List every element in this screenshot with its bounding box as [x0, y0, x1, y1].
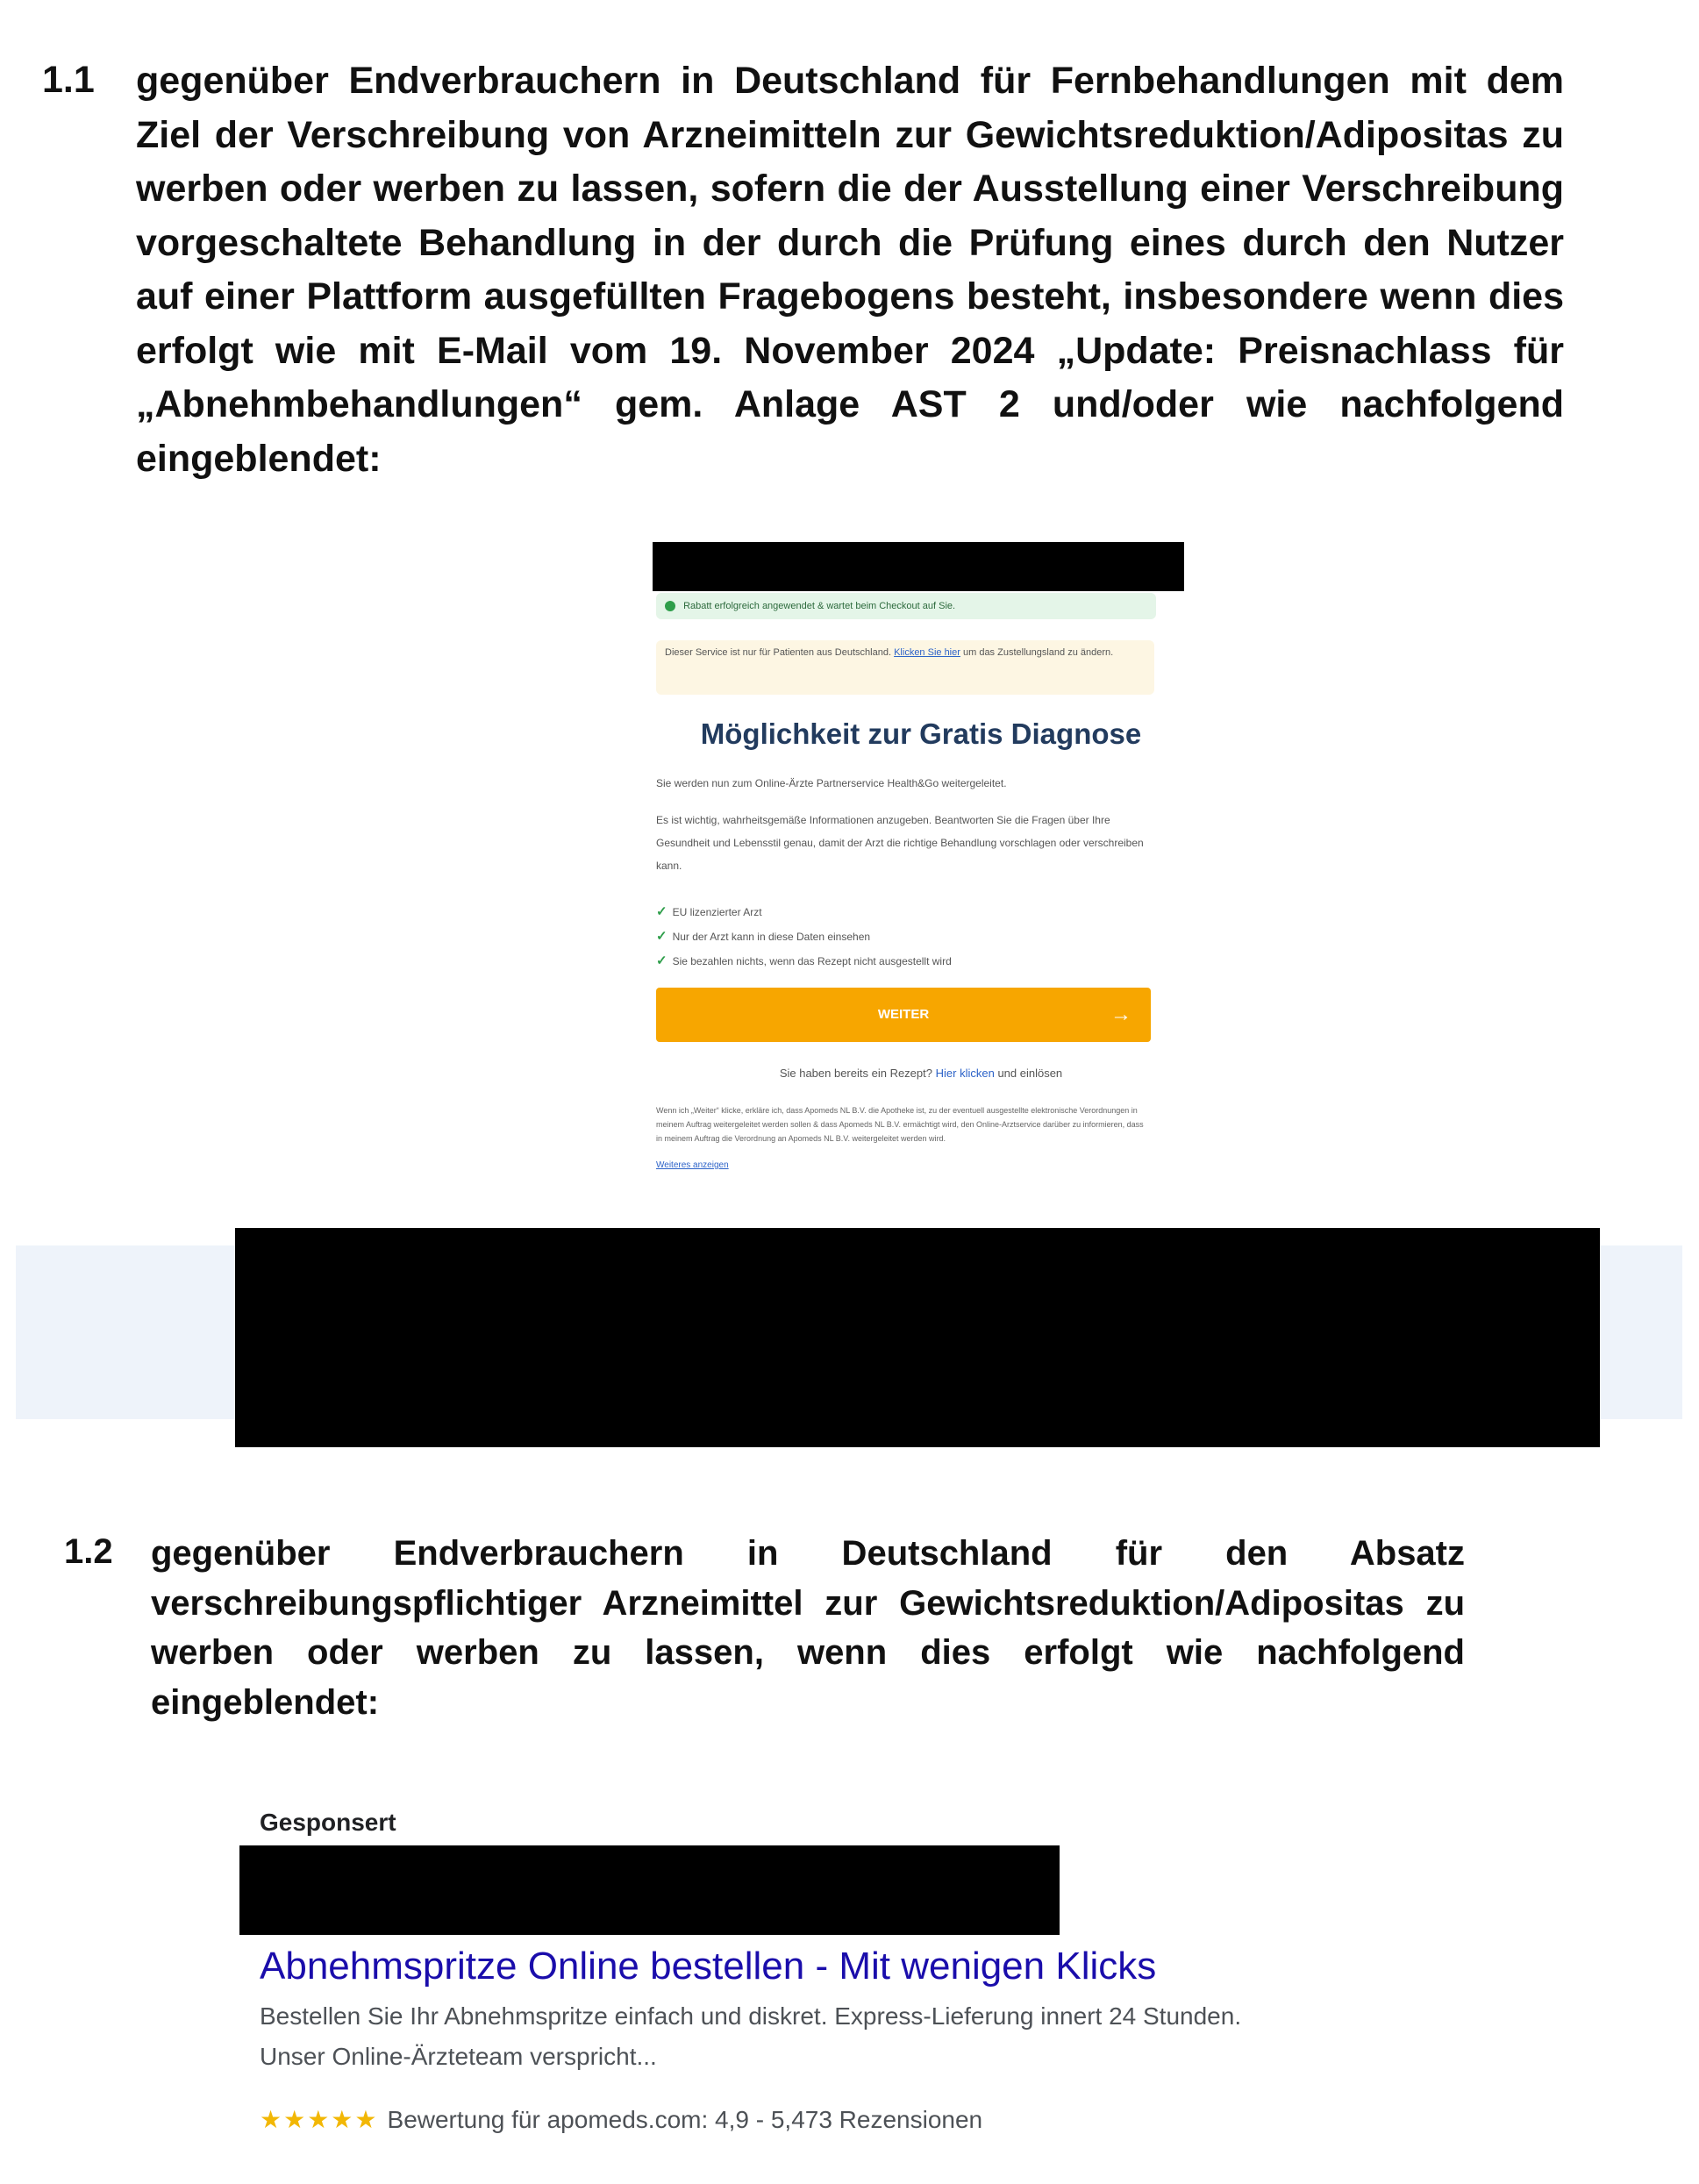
service-notice — [656, 640, 1154, 695]
clause-number: 1.1 — [42, 59, 95, 101]
check-item — [656, 953, 952, 968]
service-notice-link[interactable]: Klicken Sie hier — [894, 647, 960, 658]
weiter-button-label: WEITER — [877, 1007, 930, 1022]
body-text: Es ist wichtig, wahrheitsgemäße Informationen anzugeben. Beantworten Sie die Fragen über Ihre Gesundheit und Lebensstil genau, damit der Arzt die richtige Behandlung vorschlagen oder verschreiben kann. — [656, 814, 1144, 872]
ad-rating-text: Bewertung für apomeds.com: 4,9 - 5,473 Rezensionen — [387, 2106, 983, 2133]
clause-text: gegenüber Endverbrauchern in Deutschland für den Absatz verschreibungspflichtiger Arzneimittel zur Gewichtsreduktion/Adipositas zu werben oder werben zu lassen, wenn dies erfolgt wie nachfolgend eingeblendet: — [151, 1534, 1465, 1722]
sponsored-label: Gesponsert — [260, 1809, 396, 1836]
rezept-prefix: Sie haben bereits ein Rezept? — [779, 1067, 932, 1080]
intro-text: Sie werden nun zum Online-Ärzte Partnerservice Health&Go weitergeleitet. — [656, 777, 1007, 789]
weiter-button[interactable] — [656, 988, 1151, 1042]
ad-rating — [260, 2105, 982, 2134]
success-banner-text: Rabatt erfolgreich angewendet & wartet beim Checkout auf Sie. — [683, 601, 956, 611]
ad-description: Unser Online-Ärzteteam verspricht... — [260, 2043, 657, 2070]
ad-description: Bestellen Sie Ihr Abnehmspritze einfach und diskret. Express-Lieferung innert 24 Stunden. — [260, 2002, 1242, 2030]
success-icon — [665, 601, 675, 611]
redaction-bar — [239, 1845, 1060, 1935]
page-title: Möglichkeit zur Gratis Diagnose — [700, 717, 1142, 750]
fine-print: Wenn ich „Weiter“ klicke, erkläre ich, dass Apomeds NL B.V. die Apotheke ist, zu der eventuell ausgestellte elektronische Verordnungen in meinem Auftrag weitergeleitet werden sollen & dass Apomeds NL B.V. ermächtigt wird, den Online-Arztservice darüber zu informieren, dass in meinem Auftrag die Verordnung an Apomeds NL B.V. weitergeleitet werden wird. — [656, 1106, 1144, 1143]
clause-text: gegenüber Endverbrauchern in Deutschland für Fernbehandlungen mit dem Ziel der Verschreibung von Arzneimitteln zur Gewichtsreduktion/Adipositas zu werben oder werben zu lassen, sofern die der Ausstellung einer Verschreibung vorgeschaltete Behandlung in der durch die Prüfung eines durch den Nutzer auf einer Plattform ausgefüllten Fragebogens besteht, insbesondere wenn dies erfolgt wie mit E-Mail vom 19. November 2024 „Update: Preisnachlass für „Abnehmbehandlungen“ gem. Anlage AST 2 und/oder wie nachfolgend eingeblendet: — [136, 60, 1564, 480]
arrow-right-icon: → — [1110, 1003, 1131, 1026]
clause-number: 1.2 — [64, 1532, 113, 1571]
rezept-suffix: und einlösen — [997, 1067, 1063, 1080]
check-icon: ✓ — [656, 904, 667, 919]
check-item-label: Nur der Arzt kann in diese Daten einsehen — [672, 931, 871, 943]
check-item — [656, 928, 870, 944]
success-banner — [656, 593, 1156, 619]
redaction-bar — [653, 542, 1184, 591]
star-rating-icon: ★★★★★ — [260, 2106, 379, 2133]
rezept-link[interactable]: Hier klicken — [935, 1067, 995, 1080]
service-notice-text: Dieser Service ist nur für Patienten aus Deutschland. — [665, 647, 892, 658]
service-notice-end: um das Zustellungsland zu ändern. — [962, 647, 1114, 658]
redaction-bar — [235, 1228, 1600, 1447]
fine-print-link[interactable]: Weiteres anzeigen — [656, 1160, 729, 1170]
embedded-screenshot — [649, 542, 1193, 1191]
rezept-line — [649, 1067, 1193, 1080]
check-item-label: EU lizenzierter Arzt — [672, 906, 762, 918]
check-icon: ✓ — [656, 929, 667, 944]
check-item-label: Sie bezahlen nichts, wenn das Rezept nicht ausgestellt wird — [672, 955, 952, 967]
check-icon: ✓ — [656, 953, 667, 968]
ad-title-link[interactable]: Abnehmspritze Online bestellen - Mit wenigen Klicks — [260, 1945, 1157, 1988]
check-item — [656, 903, 762, 919]
